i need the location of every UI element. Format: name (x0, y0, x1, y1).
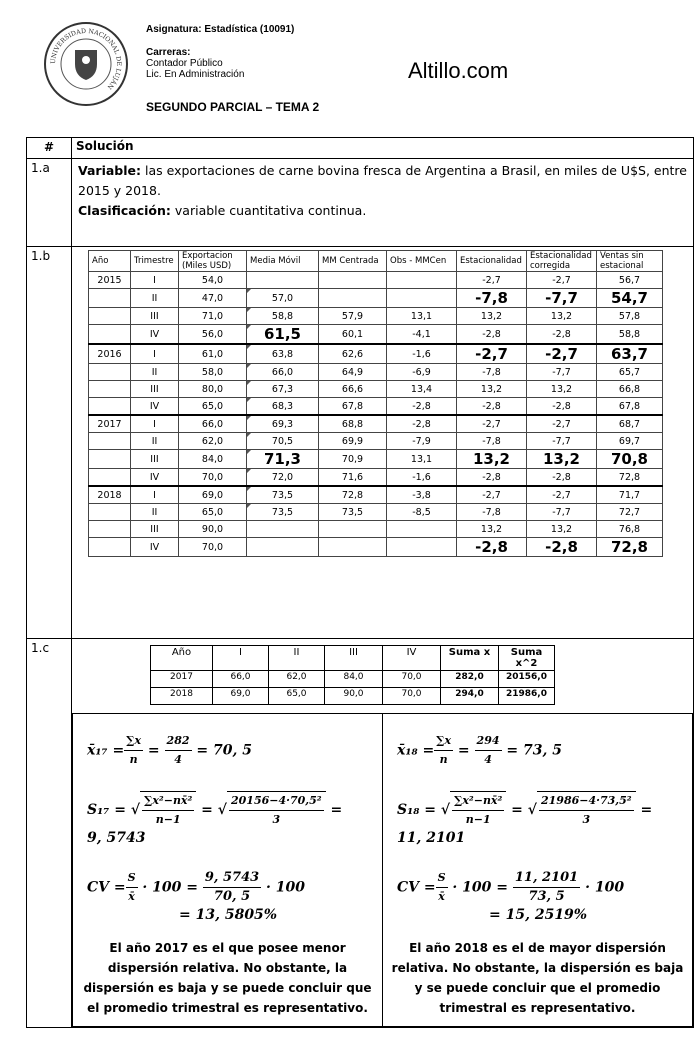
seasonal-cell: 69,0 (179, 486, 247, 504)
seasonal-cell (387, 272, 457, 289)
seasonal-cell: -7,8 (457, 504, 527, 521)
seasonal-cell (89, 450, 131, 469)
seasonal-cell: 68,8 (319, 415, 387, 433)
right-mean-val-numerator: 294 (475, 732, 502, 751)
seal-text: UNIVERSIDAD NACIONAL DE LUJÁN (49, 27, 123, 91)
seasonal-cell: 67,8 (597, 398, 663, 416)
seasonal-col-6: Estacionalidad (457, 251, 527, 272)
seasonal-cell: -2,7 (457, 272, 527, 289)
left-cv-formula: CV = $\frac{S}{x̄}$ · 100 = $\frac{9, 5743}{70, 5}$ · 100 = 13, 5805% (87, 870, 306, 923)
col-num: # (27, 138, 72, 159)
right-mean-def-numerator: ∑x (434, 732, 453, 751)
right-mean-lhs: x̄₁₈ = (397, 742, 435, 759)
left-cv-lhs: CV = (87, 879, 126, 896)
seasonal-cell: -7,7 (527, 433, 597, 450)
variable-label: Variable: (78, 163, 142, 178)
seasonal-cell: 13,1 (387, 308, 457, 325)
yearly-col-3: III (325, 646, 383, 671)
yearly-cell: 70,0 (383, 688, 441, 705)
seasonal-cell (319, 289, 387, 308)
seasonal-cell: 54,0 (179, 272, 247, 289)
seasonal-cell: 68,7 (597, 415, 663, 433)
seasonal-table-header (89, 251, 663, 272)
col-solucion: Solución (72, 138, 694, 159)
seasonal-cell: -2,7 (457, 486, 527, 504)
yearly-col-1: I (213, 646, 269, 671)
solution-table (26, 137, 694, 1028)
seasonal-cell: IV (131, 398, 179, 416)
seasonal-cell: 70,0 (179, 538, 247, 557)
seasonal-cell: I (131, 415, 179, 433)
seasonal-cell: 54,7 (597, 289, 663, 308)
seasonal-cell: -2,8 (387, 398, 457, 416)
seasonal-cell: 63,7 (597, 344, 663, 364)
yearly-col-0: Año (151, 646, 213, 671)
calculations (72, 713, 693, 1027)
seasonal-cell: II (131, 504, 179, 521)
seasonal-cell: III (131, 308, 179, 325)
yearly-cell: 66,0 (213, 671, 269, 688)
seasonal-cell: 67,3 (247, 381, 319, 398)
seasonal-cell: I (131, 272, 179, 289)
seasonal-cell: 90,0 (179, 521, 247, 538)
seasonal-row (89, 308, 663, 325)
seasonal-cell: 70,0 (179, 469, 247, 487)
course-info (146, 24, 294, 80)
seasonal-cell: 57,9 (319, 308, 387, 325)
clasificacion-label: Clasificación: (78, 203, 171, 218)
right-cv-def-numerator: S (436, 869, 448, 888)
yearly-col-6: Suma x^2 (499, 646, 555, 671)
seasonal-row (89, 325, 663, 345)
left-cv-def-numerator: S (126, 869, 138, 888)
item-1c-num: 1.c (27, 639, 72, 1028)
seasonal-cell: 84,0 (179, 450, 247, 469)
yearly-table-header (151, 646, 555, 671)
seasonal-cell: -2,8 (527, 325, 597, 345)
right-stdev-val-denominator: 3 (582, 813, 591, 826)
seasonal-cell (387, 289, 457, 308)
seasonal-cell: IV (131, 325, 179, 345)
seasonal-cell: 67,8 (319, 398, 387, 416)
yearly-cell: 65,0 (269, 688, 325, 705)
seasonal-cell: 13,2 (527, 381, 597, 398)
carrera-contador: Contador Público (146, 58, 223, 69)
right-mean-def-fraction (434, 732, 453, 769)
seasonal-cell: -7,7 (527, 289, 597, 308)
left-mean-def-fraction (124, 732, 143, 769)
yearly-cell: 70,0 (383, 671, 441, 688)
seasonal-cell: 72,0 (247, 469, 319, 487)
carrera-administracion: Lic. En Administración (146, 69, 245, 80)
seasonal-row (89, 415, 663, 433)
yearly-cell: 2018 (151, 688, 213, 705)
left-cv-def-fraction (126, 869, 138, 906)
yearly-row (151, 688, 555, 705)
seasonal-cell: III (131, 381, 179, 398)
seasonal-cell: -2,7 (457, 415, 527, 433)
right-cv-def-fraction (436, 869, 448, 906)
seasonal-cell: III (131, 521, 179, 538)
seasonal-cell: -8,5 (387, 504, 457, 521)
seasonal-row (89, 381, 663, 398)
seasonal-cell: III (131, 450, 179, 469)
yearly-col-4: IV (383, 646, 441, 671)
seasonal-cell: II (131, 364, 179, 381)
seasonal-cell: 65,7 (597, 364, 663, 381)
seasonal-cell: 70,5 (247, 433, 319, 450)
seal-ring (46, 24, 126, 104)
seasonal-cell: 65,0 (179, 398, 247, 416)
right-stdev-lhs: S₁₈ = (397, 802, 436, 818)
left-mean-result: = 70, 5 (196, 742, 252, 759)
seasonal-col-7: Estacionalidad corregida (527, 251, 597, 272)
seasonal-cell: -6,9 (387, 364, 457, 381)
right-cv-val-denominator: 73, 5 (528, 889, 565, 904)
seasonal-cell: -2,8 (457, 538, 527, 557)
seasonal-cell: II (131, 289, 179, 308)
seasonal-col-5: Obs - MMCen (387, 251, 457, 272)
seasonal-cell: -1,6 (387, 469, 457, 487)
seasonal-table (88, 250, 663, 557)
seasonal-cell: 63,8 (247, 344, 319, 364)
left-stdev-def-numerator: ∑x²−nx̄² (142, 792, 194, 811)
right-mean-def-denominator: n (439, 753, 448, 766)
left-stdev-lhs: S₁₇ = (87, 802, 126, 818)
calc-2018 (383, 714, 693, 1027)
seasonal-cell: 47,0 (179, 289, 247, 308)
right-cv-val-numerator: 11, 2101 (513, 869, 580, 888)
seasonal-cell (247, 521, 319, 538)
seasonal-cell: 66,8 (597, 381, 663, 398)
seasonal-cell: 13,1 (387, 450, 457, 469)
seasonal-row (89, 364, 663, 381)
seasonal-cell: 13,2 (457, 308, 527, 325)
left-mean-lhs: x̄₁₇ = (87, 742, 125, 759)
seasonal-col-3: Media Móvil (247, 251, 319, 272)
seasonal-cell: -3,8 (387, 486, 457, 504)
seasonal-cell: 61,0 (179, 344, 247, 364)
left-mean-def-numerator: ∑x (124, 732, 143, 751)
seasonal-cell: 72,8 (597, 469, 663, 487)
seasonal-cell: 71,7 (597, 486, 663, 504)
left-mean-formula: x̄₁₇ = $\frac{\sum x}{n}$ = $\frac{282}{4}$ = 70, 5 (87, 732, 376, 769)
yearly-cell: 62,0 (269, 671, 325, 688)
calc-2017 (73, 714, 383, 1027)
left-stdev-formula: S₁₇ = √ $\frac{\text{∑x²−nx̄²}}{n-1}$ = √ $\frac{\text{20156−4·70,5²}}{3}$ = 9, 5743 (87, 791, 376, 847)
yearly-col-2: II (269, 646, 325, 671)
seasonal-cell: 69,9 (319, 433, 387, 450)
seasonal-cell (387, 521, 457, 538)
yearly-cell: 282,0 (441, 671, 499, 688)
seasonal-cell: 73,5 (247, 486, 319, 504)
seasonal-cell: IV (131, 469, 179, 487)
seasonal-cell (89, 398, 131, 416)
right-cv-val-fraction (513, 869, 580, 906)
seasonal-cell: -2,8 (527, 538, 597, 557)
seasonal-cell: 71,0 (179, 308, 247, 325)
left-mean-val-fraction (165, 732, 192, 769)
seasonal-cell: II (131, 433, 179, 450)
yearly-table (150, 645, 555, 705)
right-mean-formula: x̄₁₈ = $\frac{\sum x}{n}$ = $\frac{294}{4}$ = 73, 5 (397, 732, 686, 769)
left-mean-val-denominator: 4 (174, 753, 182, 766)
seasonal-cell: 80,0 (179, 381, 247, 398)
left-stdev-sqrt-val (227, 791, 326, 829)
seasonal-cell: 2018 (89, 486, 131, 504)
left-stdev-def-fraction (142, 792, 194, 829)
asignatura: Asignatura: Estadística (10091) (146, 24, 295, 35)
seasonal-cell: 76,8 (597, 521, 663, 538)
seasonal-cell: 71,3 (247, 450, 319, 469)
seasonal-cell: 64,9 (319, 364, 387, 381)
seasonal-cell: 61,5 (247, 325, 319, 345)
seasonal-cell: 13,2 (527, 450, 597, 469)
seasonal-cell: -4,1 (387, 325, 457, 345)
item-1b-num: 1.b (27, 247, 72, 639)
right-stdev-formula: S₁₈ = √ $\frac{\text{∑x²−nx̄²}}{n-1}$ = √ $\frac{\text{21986−4·73,5²}}{3}$ = 11, 2101 (397, 791, 686, 847)
yearly-row (151, 671, 555, 688)
seasonal-cell: -2,8 (457, 398, 527, 416)
left-stdev-result: 9, 5743 (87, 830, 146, 846)
seasonal-cell: 13,2 (457, 450, 527, 469)
document-header (0, 0, 700, 135)
seasonal-col-8: Ventas sin estacional (597, 251, 663, 272)
seasonal-cell: 58,0 (179, 364, 247, 381)
seasonal-cell: -2,7 (527, 415, 597, 433)
yearly-cell: 21986,0 (499, 688, 555, 705)
right-stdev-val-numerator: 21986−4·73,5² (539, 792, 634, 811)
yearly-cell: 90,0 (325, 688, 383, 705)
seasonal-cell: -2,8 (457, 469, 527, 487)
right-stdev-def-fraction (452, 792, 504, 829)
seasonal-cell: 2017 (89, 415, 131, 433)
seasonal-row (89, 289, 663, 308)
variable-text: las exportaciones de carne bovina fresca de Argentina a Brasil, en miles de U$S, entre 2015 y 2018. (78, 163, 687, 198)
seasonal-cell: -2,7 (457, 344, 527, 364)
seasonal-col-0: Año (89, 251, 131, 272)
seasonal-cell: 69,7 (597, 433, 663, 450)
seasonal-cell: -2,8 (457, 325, 527, 345)
seasonal-row (89, 469, 663, 487)
seasonal-cell: 70,9 (319, 450, 387, 469)
right-mean-val-fraction (475, 732, 502, 769)
left-mean-def-denominator: n (129, 753, 138, 766)
seasonal-cell: 56,0 (179, 325, 247, 345)
seasonal-cell: IV (131, 538, 179, 557)
right-stdev-val-fraction (539, 792, 634, 829)
left-stdev-sqrt-def (140, 791, 196, 829)
left-cv-def-denominator: x̄ (128, 890, 135, 903)
seasonal-cell: 2016 (89, 344, 131, 364)
right-stdev-def-denominator: n−1 (465, 813, 491, 826)
seasonal-cell: 13,4 (387, 381, 457, 398)
right-conclusion: El año 2018 es el de mayor dispersión relativa. No obstante, la dispersión es baja y se puede concluir que el promedio trimestral es representativo. (391, 941, 684, 1015)
seasonal-cell (89, 325, 131, 345)
seasonal-cell: 70,8 (597, 450, 663, 469)
seasonal-cell: -7,8 (457, 364, 527, 381)
right-cv-def-denominator: x̄ (438, 890, 445, 903)
seasonal-col-1: Trimestre (131, 251, 179, 272)
seasonal-cell (89, 381, 131, 398)
left-cv-result: = 13, 5805% (179, 907, 278, 923)
carreras-label: Carreras: (146, 47, 191, 58)
seasonal-cell: 13,2 (457, 381, 527, 398)
right-cv-formula: CV = $\frac{S}{x̄}$ · 100 = $\frac{11, 2101}{73, 5}$ · 100 = 15, 2519% (397, 870, 625, 923)
left-mean-val-numerator: 282 (165, 732, 192, 751)
seasonal-cell: 57,8 (597, 308, 663, 325)
yearly-cell: 294,0 (441, 688, 499, 705)
seasonal-cell (319, 538, 387, 557)
seasonal-row (89, 272, 663, 289)
seasonal-cell: -2,7 (527, 486, 597, 504)
seasonal-cell: -2,8 (527, 469, 597, 487)
right-mean-val-denominator: 4 (484, 753, 492, 766)
university-seal-icon (44, 22, 128, 106)
seasonal-cell (89, 504, 131, 521)
seasonal-cell: 13,2 (527, 521, 597, 538)
right-stdev-sqrt-def (450, 791, 506, 829)
seasonal-cell: -2,7 (527, 344, 597, 364)
seasonal-cell: -2,8 (527, 398, 597, 416)
left-cv-val-denominator: 70, 5 (213, 889, 251, 904)
seasonal-cell: 73,5 (247, 504, 319, 521)
seasonal-cell: -7,9 (387, 433, 457, 450)
seasonal-cell (319, 272, 387, 289)
site-name: Altillo.com (408, 58, 509, 83)
left-stdev-val-fraction (229, 792, 324, 829)
seasonal-cell (387, 538, 457, 557)
seasonal-cell: 72,8 (597, 538, 663, 557)
seasonal-cell: I (131, 344, 179, 364)
right-cv-lhs: CV = (397, 879, 436, 896)
seasonal-row (89, 486, 663, 504)
yearly-cell: 84,0 (325, 671, 383, 688)
seasonal-row (89, 521, 663, 538)
seasonal-row (89, 344, 663, 364)
seasonal-cell: 71,6 (319, 469, 387, 487)
yearly-cell: 20156,0 (499, 671, 555, 688)
seasonal-cell: 56,7 (597, 272, 663, 289)
seasonal-cell: -7,7 (527, 364, 597, 381)
seasonal-cell (247, 538, 319, 557)
left-cv-val-numerator: 9, 5743 (203, 869, 261, 888)
seasonal-cell (89, 521, 131, 538)
left-stdev-def-denominator: n−1 (155, 813, 181, 826)
seasonal-cell (89, 308, 131, 325)
seasonal-cell: 66,0 (247, 364, 319, 381)
seasonal-row (89, 450, 663, 469)
seasonal-cell: 66,6 (319, 381, 387, 398)
seasonal-cell: 58,8 (247, 308, 319, 325)
exam-title: SEGUNDO PARCIAL – TEMA 2 (146, 100, 320, 114)
item-1a-content (72, 159, 694, 247)
seasonal-cell (89, 469, 131, 487)
seasonal-cell: 13,2 (527, 308, 597, 325)
item-1a-num: 1.a (27, 159, 72, 247)
seasonal-cell: 57,0 (247, 289, 319, 308)
seasonal-cell: 65,0 (179, 504, 247, 521)
seasonal-cell: -7,7 (527, 504, 597, 521)
seasonal-cell: -2,7 (527, 272, 597, 289)
right-mean-result: = 73, 5 (506, 742, 562, 759)
right-stdev-def-numerator: ∑x²−nx̄² (452, 792, 504, 811)
seasonal-cell: 73,5 (319, 504, 387, 521)
seasonal-cell (247, 272, 319, 289)
seasonal-cell: -2,8 (387, 415, 457, 433)
item-1c-content (72, 639, 694, 1028)
left-cv-val-fraction (203, 869, 261, 906)
left-conclusion: El año 2017 es el que posee menor dispersión relativa. No obstante, la dispersión es baja y se puede concluir que el promedio trimestral es representativo. (83, 941, 372, 1015)
seasonal-row (89, 504, 663, 521)
seasonal-cell: 62,6 (319, 344, 387, 364)
seasonal-cell: 58,8 (597, 325, 663, 345)
seasonal-cell: 60,1 (319, 325, 387, 345)
clasificacion-text: variable cuantitativa continua. (170, 203, 367, 218)
seasonal-col-2: Exportacion (Miles USD) (179, 251, 247, 272)
seasonal-cell (89, 364, 131, 381)
seasonal-col-4: MM Centrada (319, 251, 387, 272)
seasonal-row (89, 538, 663, 557)
yearly-cell: 2017 (151, 671, 213, 688)
yearly-cell: 69,0 (213, 688, 269, 705)
seasonal-cell: -7,8 (457, 289, 527, 308)
item-1b-content (72, 247, 694, 639)
seasonal-cell: 68,3 (247, 398, 319, 416)
seasonal-cell: 2015 (89, 272, 131, 289)
seasonal-cell (89, 289, 131, 308)
seasonal-cell: I (131, 486, 179, 504)
right-cv-result: = 15, 2519% (489, 907, 588, 923)
seasonal-cell: 62,0 (179, 433, 247, 450)
seasonal-row (89, 398, 663, 416)
seasonal-cell: 72,7 (597, 504, 663, 521)
left-stdev-val-numerator: 20156−4·70,5² (229, 792, 324, 811)
seasonal-cell: 66,0 (179, 415, 247, 433)
seasonal-cell (89, 538, 131, 557)
right-stdev-sqrt-val (537, 791, 636, 829)
right-stdev-result: 11, 2101 (397, 830, 466, 846)
seasonal-cell (319, 521, 387, 538)
seasonal-cell: -7,8 (457, 433, 527, 450)
seasonal-cell: 69,3 (247, 415, 319, 433)
yearly-col-5: Suma x (441, 646, 499, 671)
seasonal-cell (89, 433, 131, 450)
seasonal-cell: 13,2 (457, 521, 527, 538)
seasonal-cell: -1,6 (387, 344, 457, 364)
seasonal-cell: 72,8 (319, 486, 387, 504)
left-stdev-val-denominator: 3 (272, 813, 281, 826)
seasonal-row (89, 433, 663, 450)
